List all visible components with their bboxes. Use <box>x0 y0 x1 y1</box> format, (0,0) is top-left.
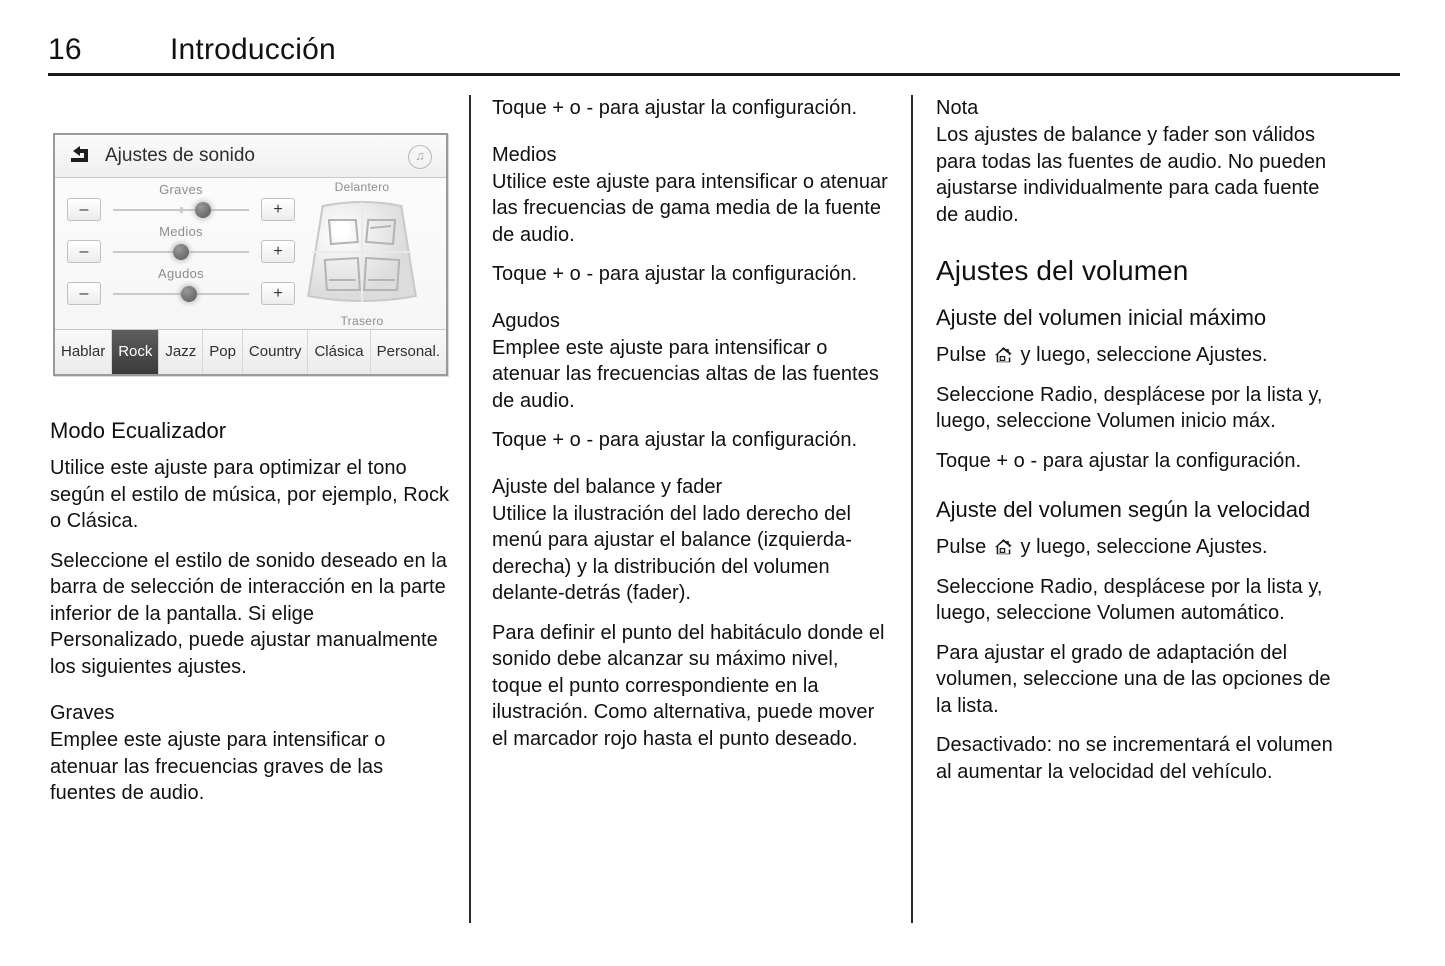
paragraph-toque-adjust-1: Toque + o - para ajustar la configuración. <box>936 449 1302 472</box>
treble-slider-track[interactable] <box>113 293 249 295</box>
paragraph-balance-usage: Utilice la ilustración del lado derecho del menú para ajustar el balance (izquierda-derecha) y la distribución del volumen delante-detrás (fader). <box>492 502 852 604</box>
paragraph-eq-intro: Utilice este ajuste para optimizar el tono según el estilo de música, por ejemplo, Rock o Clásica. <box>50 457 450 532</box>
heading-volumen-inicial-maximo: Ajuste del volumen inicial máximo <box>936 305 1267 330</box>
bass-plus-button[interactable]: + <box>261 198 295 221</box>
equalizer-preset-tabs <box>55 329 446 374</box>
paragraph-medios: Utilice este ajuste para intensificar o atenuar las frecuencias de gama media de la fuente de audio. <box>492 170 888 246</box>
chapter-title: Introducción <box>170 33 336 66</box>
bass-slider-thumb[interactable] <box>195 202 211 218</box>
heading-nota: Nota <box>936 97 979 119</box>
pulse-prefix-2: Pulse <box>936 536 992 558</box>
mid-slider-thumb[interactable] <box>173 244 189 260</box>
paragraph-balance-point: Para definir el punto del habitáculo donde el sonido debe alcanzar su máximo nivel, toque el punto correspondiente en la ilustración. Como alternativa, puede mover el marcador rojo hasta el punto deseado. <box>492 621 885 750</box>
home-icon <box>994 538 1013 555</box>
mid-minus-button[interactable]: – <box>67 240 101 263</box>
mid-slider-track[interactable] <box>113 251 249 253</box>
treble-slider-thumb[interactable] <box>181 286 197 302</box>
tab-hablar[interactable]: Hablar <box>55 330 112 374</box>
heading-modo-ecualizador: Modo Ecualizador <box>50 418 227 443</box>
screen-inner <box>55 135 446 374</box>
back-arrow-icon[interactable] <box>69 145 93 167</box>
paragraph-pulse-home-1 <box>936 342 1336 369</box>
screen-top-bar <box>55 135 446 178</box>
header-divider-rule <box>48 73 1400 76</box>
screen-title: Ajustes de sonido <box>105 145 255 166</box>
page-header <box>48 32 1400 76</box>
tab-rock[interactable]: Rock <box>112 330 159 374</box>
heading-medios: Medios <box>492 143 557 166</box>
column-3 <box>936 95 1336 798</box>
pulse-suffix-2: y luego, seleccione Ajustes. <box>1014 536 1268 558</box>
paragraph-graves: Emplee este ajuste para intensificar o atenuar las frecuencias graves de las fuentes de audio. <box>50 729 386 804</box>
slider-row-mid <box>67 226 295 268</box>
mid-plus-button[interactable]: + <box>261 240 295 263</box>
paragraph-desactivado: Desactivado: no se incrementará el volumen al aumentar la velocidad del vehículo. <box>936 734 1333 783</box>
paragraph-eq-select: Seleccione el estilo de sonido deseado en la barra de selección de interacción en la parte inferior de la pantalla. Si elige Personalizado, puede ajustar manualmente los siguientes ajustes. <box>50 549 447 678</box>
paragraph-seleccione-radio-2: Seleccione Radio, desplácese por la lista y, luego, seleccione Volumen automático. <box>936 575 1323 624</box>
slider-row-treble <box>67 268 295 310</box>
heading-agudos: Agudos <box>492 309 560 332</box>
paragraph-nota: Los ajustes de balance y fader son válidos para todas las fuentes de audio. No pueden ajustarse individualmente para cada fuente de audio. <box>936 124 1327 226</box>
cabin-rear-label: Trasero <box>340 314 384 328</box>
tab-country[interactable]: Country <box>243 330 309 374</box>
slider-label-treble: Agudos <box>158 266 204 281</box>
paragraph-pulse-home-2 <box>936 534 1336 561</box>
page-columns <box>0 95 1445 925</box>
column-divider-right <box>911 95 913 923</box>
sound-settings-screen-figure <box>53 133 448 376</box>
tab-personal[interactable]: Personal. <box>371 330 446 374</box>
column-1 <box>50 95 450 820</box>
pulse-suffix-1: y luego, seleccione Ajustes. <box>1014 344 1268 366</box>
home-icon <box>994 346 1013 363</box>
bass-slider-track[interactable] <box>113 209 249 211</box>
heading-graves: Graves <box>50 702 115 724</box>
paragraph-agudos: Emplee este ajuste para intensificar o atenuar las frecuencias altas de las fuentes de audio. <box>492 336 879 412</box>
bass-center-tick <box>180 207 183 213</box>
heading-balance-fader: Ajuste del balance y fader <box>492 475 723 498</box>
paragraph-seleccione-radio-1: Seleccione Radio, desplácese por la lista y, luego, seleccione Volumen inicio máx. <box>936 383 1323 432</box>
paragraph-bass-adjust: Toque + o - para ajustar la configuración. <box>492 97 858 119</box>
page-number: 16 <box>48 33 82 66</box>
cabin-balance-fader-diagram[interactable] <box>292 180 432 328</box>
screen-body <box>55 178 446 330</box>
bass-minus-button[interactable]: – <box>67 198 101 221</box>
paragraph-grado-adaptacion: Para ajustar el grado de adaptación del volumen, seleccione una de las opciones de la lista. <box>936 641 1331 717</box>
cabin-front-label: Delantero <box>334 180 390 194</box>
column-2 <box>492 95 892 765</box>
slider-label-bass: Graves <box>159 182 203 197</box>
slider-label-mid: Medios <box>159 224 203 239</box>
cabin-top-view-icon <box>300 198 424 308</box>
paragraph-mid-adjust: Toque + o - para ajustar la configuración. <box>492 263 858 285</box>
tab-clasica[interactable]: Clásica <box>308 330 370 374</box>
heading-ajustes-del-volumen: Ajustes del volumen <box>936 255 1189 286</box>
treble-plus-button[interactable]: + <box>261 282 295 305</box>
treble-minus-button[interactable]: – <box>67 282 101 305</box>
tab-jazz[interactable]: Jazz <box>159 330 203 374</box>
equalizer-sliders <box>67 184 295 310</box>
heading-volumen-segun-velocidad: Ajuste del volumen según la velocidad <box>936 497 1311 522</box>
column-divider-left <box>469 95 471 923</box>
slider-row-bass <box>67 184 295 226</box>
tab-pop[interactable]: Pop <box>203 330 243 374</box>
paragraph-treble-adjust: Toque + o - para ajustar la configuración. <box>492 429 858 451</box>
pulse-prefix-1: Pulse <box>936 344 992 366</box>
music-note-icon[interactable]: ♫ <box>408 145 432 169</box>
